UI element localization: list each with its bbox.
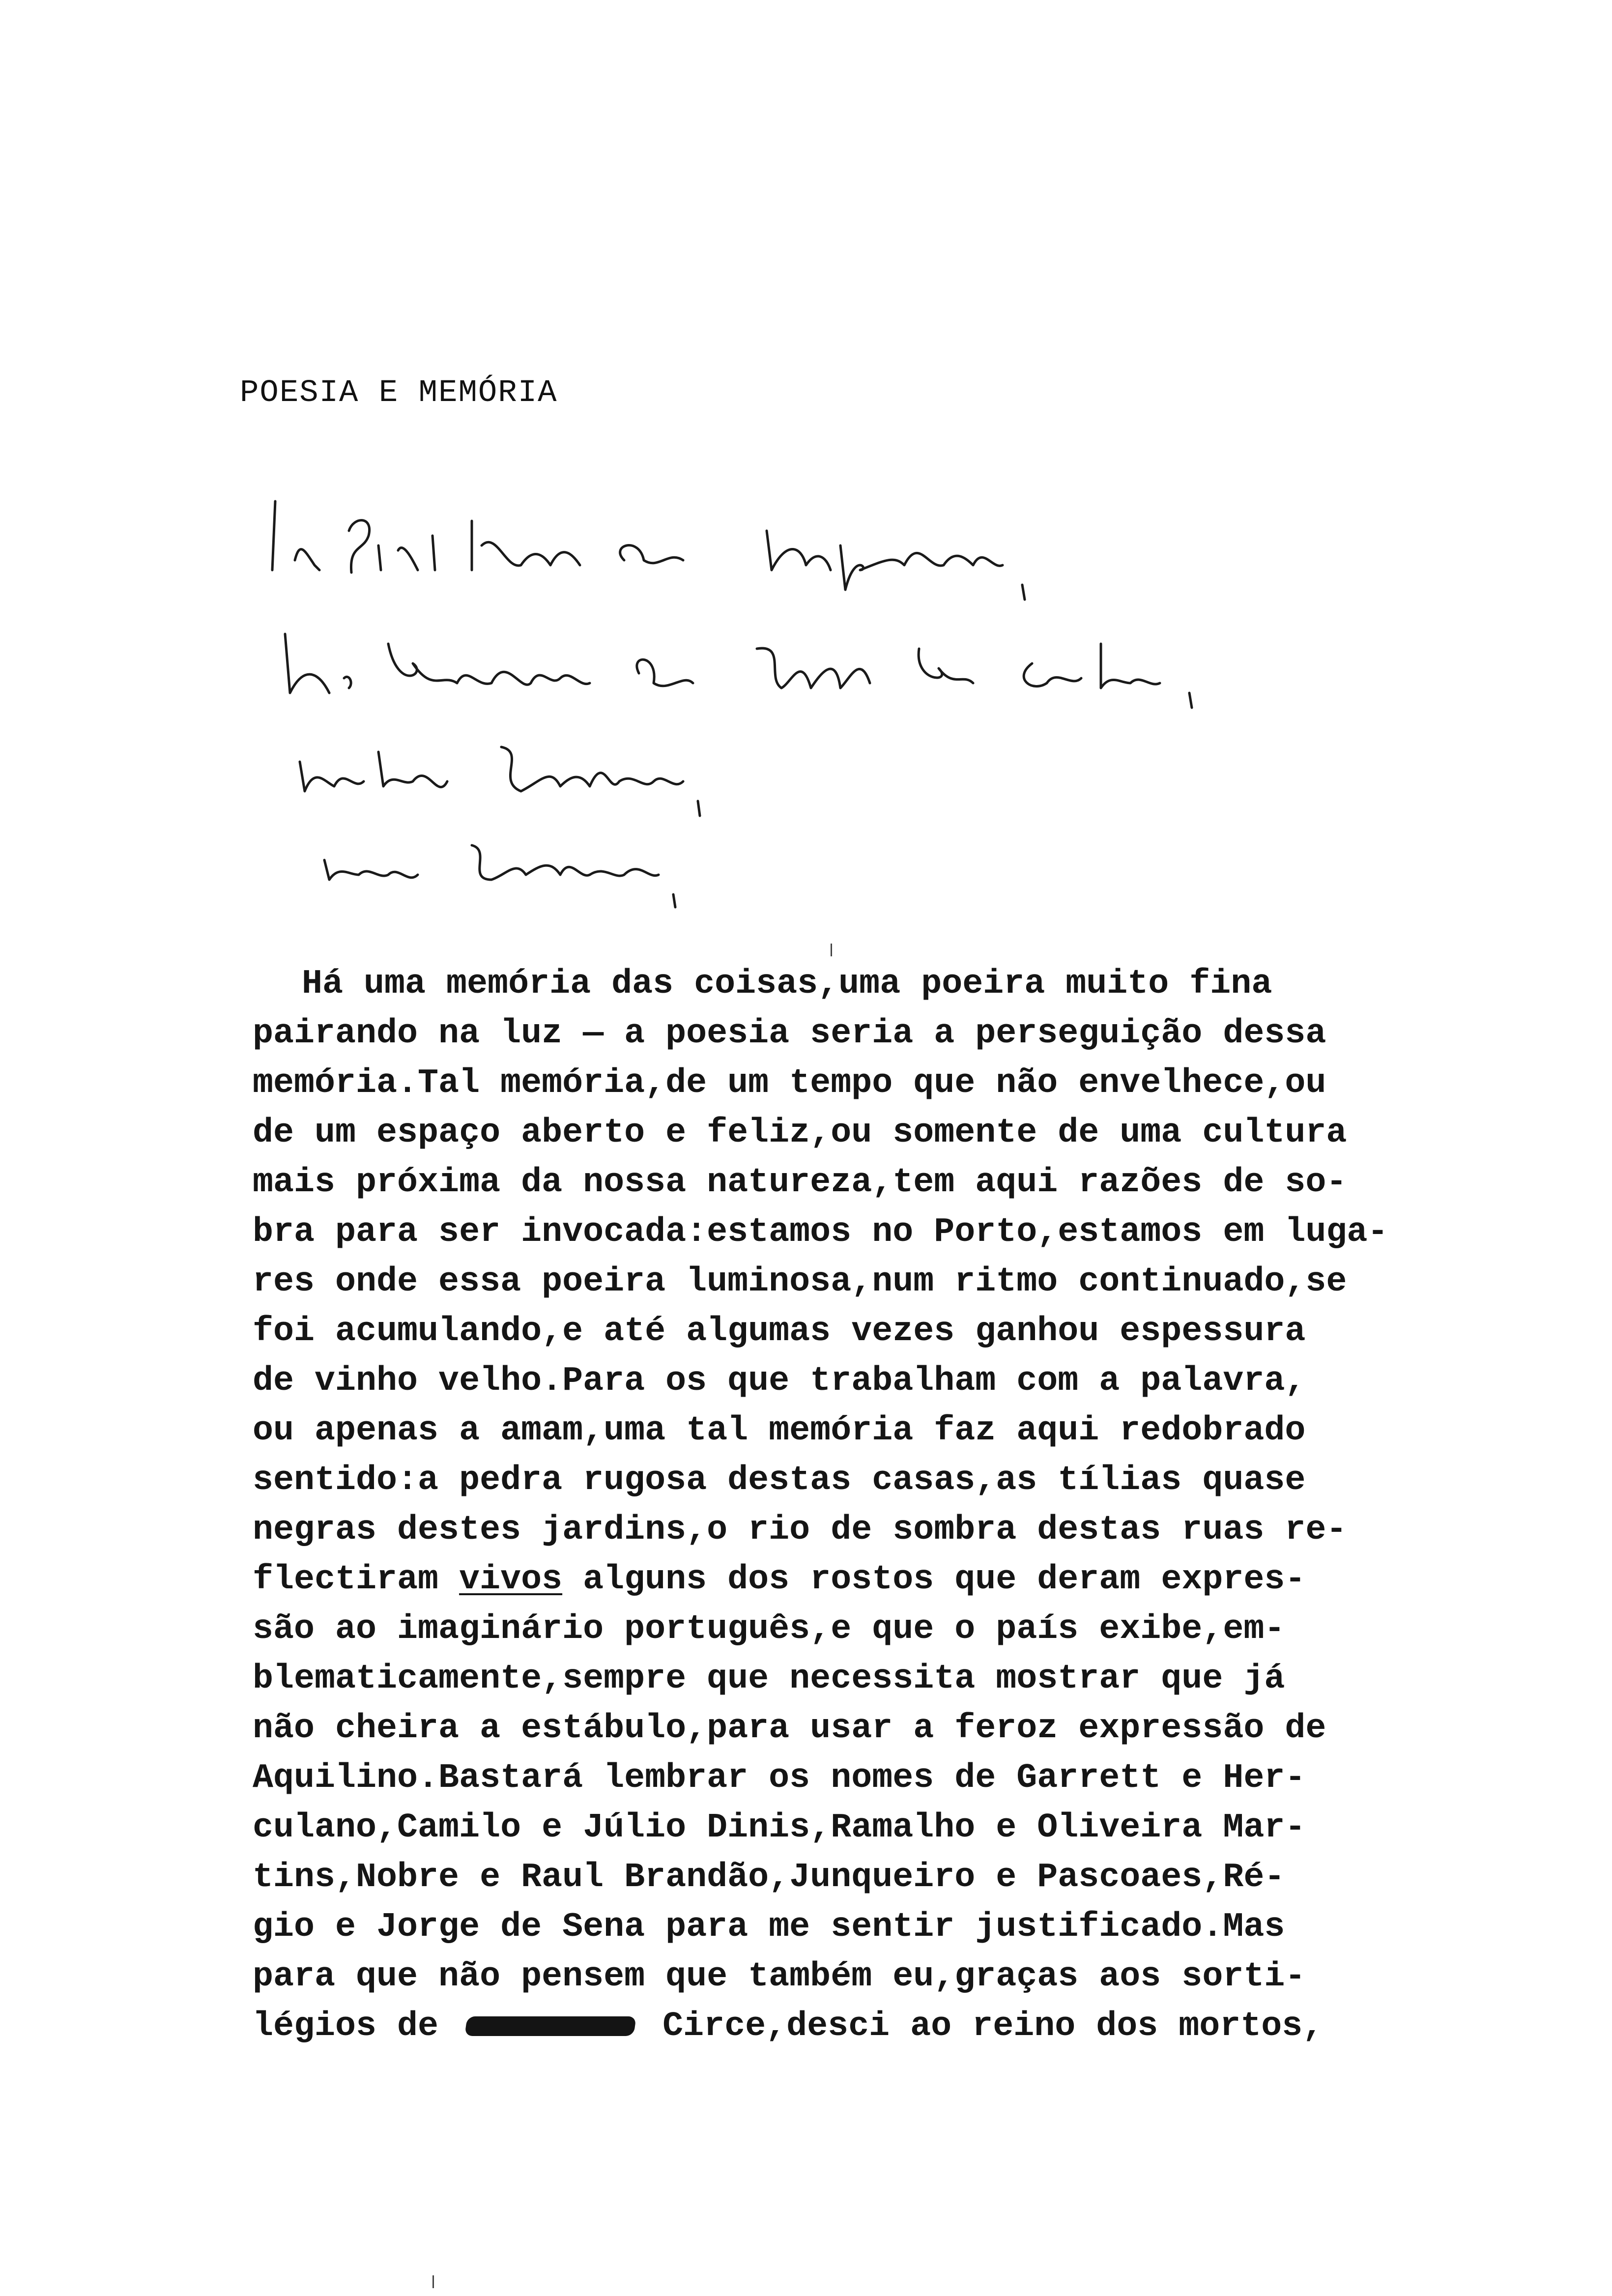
body-line: culano,Camilo e Júlio Dinis,Ramalho e Oliveira Mar- — [253, 1808, 1306, 1847]
line-text: Circe,desci ao reino dos mortos, — [642, 2007, 1324, 2046]
body-line: negras destes jardins,o rio de sombra destas ruas re- — [253, 1511, 1347, 1550]
body-line: tins,Nobre e Raul Brandão,Junqueiro e Pascoaes,Ré- — [253, 1858, 1285, 1897]
body-line: Há uma memória das coisas,uma poeira muito fina — [302, 965, 1272, 1004]
body-line: para que não pensem que também eu,graças aos sorti- — [253, 1957, 1306, 1996]
body-line: sentido:a pedra rugosa destas casas,as tílias quase — [253, 1461, 1306, 1500]
margin-tick — [432, 2275, 434, 2288]
line-text: alguns dos rostos que deram expres- — [562, 1560, 1306, 1599]
speech-body — [253, 959, 1412, 2051]
body-line: blematicamente,sempre que necessita mostrar que já — [253, 1660, 1285, 1698]
redaction-mark — [464, 2016, 636, 2036]
line-text: flectiram — [253, 1560, 460, 1599]
body-line: pairando na luz — a poesia seria a perseguição dessa — [253, 1014, 1326, 1053]
body-line: gio e Jorge de Sena para me sentir justificado.Mas — [253, 1908, 1285, 1947]
body-line: ou apenas a amam,uma tal memória faz aqui redobrado — [253, 1411, 1306, 1450]
body-line: res onde essa poeira luminosa,num ritmo continuado,se — [253, 1263, 1347, 1301]
body-line: de vinho velho.Para os que trabalham com a palavra, — [253, 1362, 1306, 1401]
body-line: foi acumulando,e até algumas vezes ganhou espessura — [253, 1312, 1306, 1351]
margin-tick — [831, 944, 832, 956]
body-line: de um espaço aberto e feliz,ou somente de uma cultura — [253, 1114, 1347, 1152]
body-line: memória.Tal memória,de um tempo que não envelhece,ou — [253, 1064, 1326, 1103]
handwritten-salutation — [265, 487, 1396, 909]
body-line: Aquilino.Bastará lembrar os nomes de Garrett e Her- — [253, 1759, 1306, 1798]
body-line-underlined — [253, 1555, 1412, 1605]
body-line: bra para ser invocada:estamos no Porto,estamos em luga- — [253, 1213, 1388, 1252]
document-title: POESIA E MEMÓRIA — [240, 375, 558, 411]
body-line: mais próxima da nossa natureza,tem aqui razões de so- — [253, 1163, 1347, 1202]
body-line: são ao imaginário português,e que o país exibe,em- — [253, 1610, 1285, 1649]
body-line-redacted — [253, 2002, 1412, 2051]
line-text: légios de — [253, 2007, 460, 2046]
body-line: não cheira a estábulo,para usar a feroz expressão de — [253, 1709, 1326, 1748]
underlined-word: vivos — [459, 1560, 563, 1599]
